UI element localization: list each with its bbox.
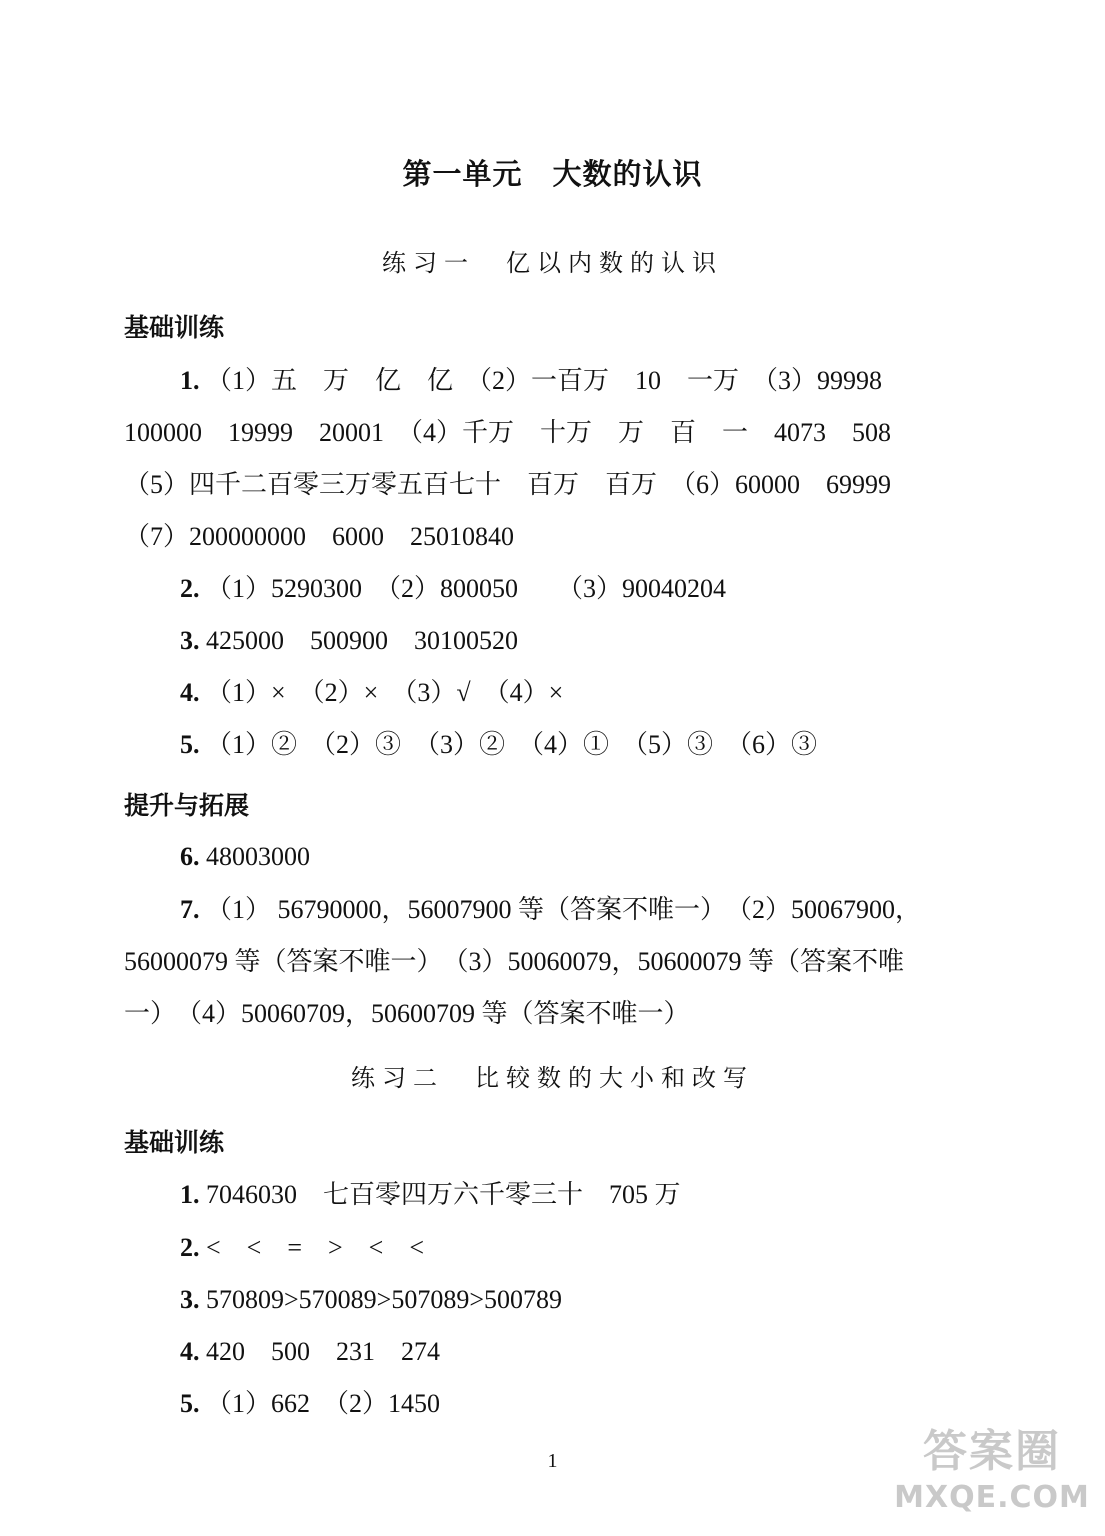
answer-text: （7）200000000 6000 25010840	[124, 522, 515, 551]
answer-text: 一） （4）50060709，50600709 等（答案不唯一）	[124, 999, 690, 1028]
exercise2-basic-heading: 基础训练	[124, 1128, 225, 1157]
answer-line	[180, 1335, 440, 1369]
site-watermark	[887, 1424, 1097, 1534]
question-number: 1.	[180, 366, 200, 395]
question-number: 5.	[180, 1389, 200, 1418]
question-number: 1.	[180, 1180, 200, 1209]
answer-text: （1）× （2）× （3）√ （4）×	[206, 678, 564, 707]
answer-text: < < = > < <	[206, 1233, 424, 1262]
watermark-logo-text: 答案圈	[923, 1426, 1061, 1477]
answer-line	[124, 416, 891, 450]
answer-line	[180, 893, 921, 927]
answer-text: （1） 56790000，56007900 等（答案不唯一） （2）50067900，	[206, 895, 922, 924]
question-number: 3.	[180, 626, 200, 655]
answer-line	[180, 1283, 562, 1317]
question-number: 2.	[180, 574, 200, 603]
answer-text: （1）② （2）③ （3）② （4）① （5）③ （6）③	[206, 730, 818, 759]
answer-text: 100000 19999 20001 （4）千万 十万 万 百 一 4073 508	[124, 418, 892, 447]
question-number: 5.	[180, 730, 200, 759]
answer-line	[124, 468, 891, 502]
answer-text: 420 500 231 274	[206, 1337, 441, 1366]
answer-line	[180, 364, 882, 398]
question-number: 4.	[180, 678, 200, 707]
question-number: 4.	[180, 1337, 200, 1366]
exercise1-basic-heading: 基础训练	[124, 313, 225, 342]
question-number: 7.	[180, 895, 200, 924]
answer-text: 56000079 等（答案不唯一） （3）50060079，50600079 等（答案不唯	[124, 947, 905, 976]
answer-line	[180, 676, 563, 710]
question-number: 6.	[180, 842, 200, 871]
exercise1-title: 练习一 亿以内数的认识	[382, 249, 723, 277]
answer-line	[180, 572, 726, 606]
answer-text: 7046030 七百零四万六千零三十 705 万	[206, 1180, 681, 1209]
answer-line	[124, 997, 690, 1031]
answer-line	[180, 1387, 440, 1421]
answer-line	[180, 728, 817, 762]
answer-line	[180, 1178, 681, 1212]
question-number: 2.	[180, 1233, 200, 1262]
answer-text: （1）五 万 亿 亿 （2）一百万 10 一万 （3）99998	[206, 366, 883, 395]
answer-text: （5）四千二百零三万零五百七十 百万 百万 （6）60000 69999	[124, 470, 892, 499]
answer-text: 48003000	[206, 842, 310, 871]
answer-text: （1）662 （2）1450	[206, 1389, 441, 1418]
watermark-domain: MXQE.COM	[894, 1480, 1090, 1515]
unit-title: 第一单元 大数的认识	[402, 157, 703, 191]
answer-line	[180, 624, 518, 658]
answer-line	[124, 520, 514, 554]
answer-line	[124, 945, 904, 979]
answer-text: 570809>570089>507089>500789	[206, 1285, 562, 1314]
exercise1-extension-heading: 提升与拓展	[124, 791, 250, 820]
answer-text: 425000 500900 30100520	[206, 626, 519, 655]
answer-text: （1）5290300 （2）800050 （3）90040204	[206, 574, 727, 603]
exercise2-title: 练习二 比较数的大小和改写	[351, 1064, 754, 1092]
answer-line	[180, 1231, 424, 1265]
page-number: 1	[547, 1450, 558, 1472]
question-number: 3.	[180, 1285, 200, 1314]
answer-line	[180, 840, 310, 874]
